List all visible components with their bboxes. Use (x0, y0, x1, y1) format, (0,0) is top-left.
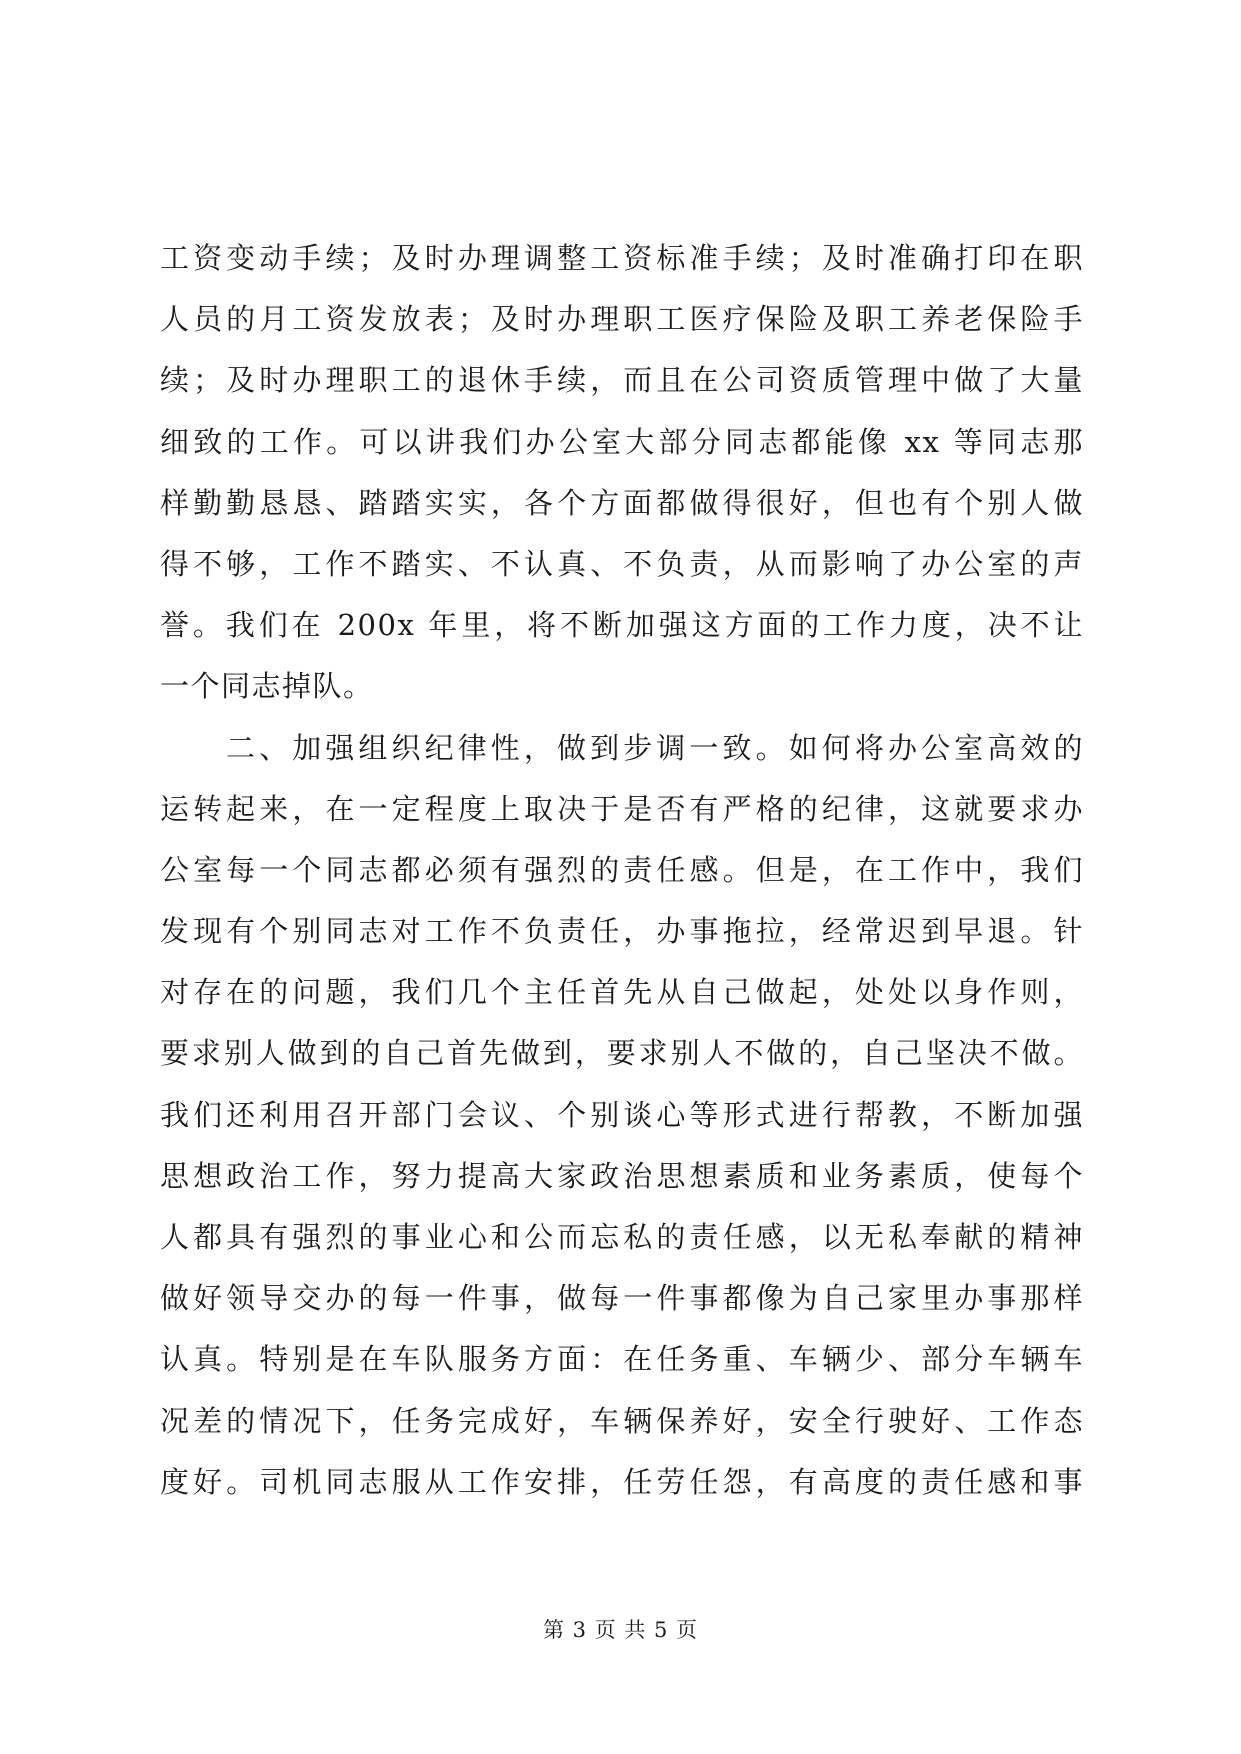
paragraph-1-line: 誉。我们在 200x 年里，将不断加强这方面的工作力度，决不让 (160, 608, 1084, 643)
paragraph-2-line: 思想政治工作，努力提高大家政治思想素质和业务素质，使每个 (160, 1158, 1084, 1193)
paragraph-1-line: 一个同志掉队。 (160, 669, 374, 704)
paragraph-2-line: 公室每一个同志都必须有强烈的责任感。但是，在工作中，我们 (160, 852, 1084, 887)
body-text (160, 228, 1084, 1513)
page-footer: 第 3 页 共 5 页 (542, 1618, 699, 1642)
paragraph-2-line: 发现有个别同志对工作不负责任，办事拖拉，经常迟到早退。针 (160, 914, 1084, 949)
paragraph-2-line: 要求别人做到的自己首先做到，要求别人不做的，自己坚决不做。 (160, 1036, 1084, 1071)
paragraph-1-line: 续；及时办理职工的退休手续，而且在公司资质管理中做了大量 (160, 363, 1084, 398)
paragraph-2-line: 度好。司机同志服从工作安排，任劳任怨，有高度的责任感和事 (160, 1464, 1084, 1499)
paragraph-1-line: 细致的工作。可以讲我们办公室大部分同志都能像 xx 等同志那 (160, 424, 1084, 459)
paragraph-1-line: 样勤勤恳恳、踏踏实实，各个方面都做得很好，但也有个别人做 (160, 485, 1084, 520)
paragraph-1-line: 人员的月工资发放表；及时办理职工医疗保险及职工养老保险手 (160, 302, 1084, 337)
paragraph-2-line: 对存在的问题，我们几个主任首先从自己做起，处处以身作则， (160, 975, 1084, 1010)
paragraph-2-line: 做好领导交办的每一件事，做每一件事都像为自己家里办事那样 (160, 1281, 1084, 1316)
paragraph-1-line: 工资变动手续；及时办理调整工资标准手续；及时准确打印在职 (160, 241, 1084, 275)
paragraph-1-line: 得不够，工作不踏实、不认真、不负责，从而影响了办公室的声 (160, 546, 1084, 581)
paragraph-2-line: 二、加强组织纪律性，做到步调一致。如何将办公室高效的 (226, 730, 1084, 765)
paragraph-2-line: 认真。特别是在车队服务方面：在任务重、车辆少、部分车辆车 (160, 1342, 1084, 1377)
paragraph-2-line: 况差的情况下，任务完成好，车辆保养好，安全行驶好、工作态 (160, 1403, 1084, 1438)
paragraph-2-line: 运转起来，在一定程度上取决于是否有严格的纪律，这就要求办 (160, 791, 1084, 826)
paragraph-2-line: 我们还利用召开部门会议、个别谈心等形式进行帮教，不断加强 (160, 1097, 1084, 1132)
paragraph-2-line: 人都具有强烈的事业心和公而忘私的责任感，以无私奉献的精神 (160, 1220, 1084, 1254)
